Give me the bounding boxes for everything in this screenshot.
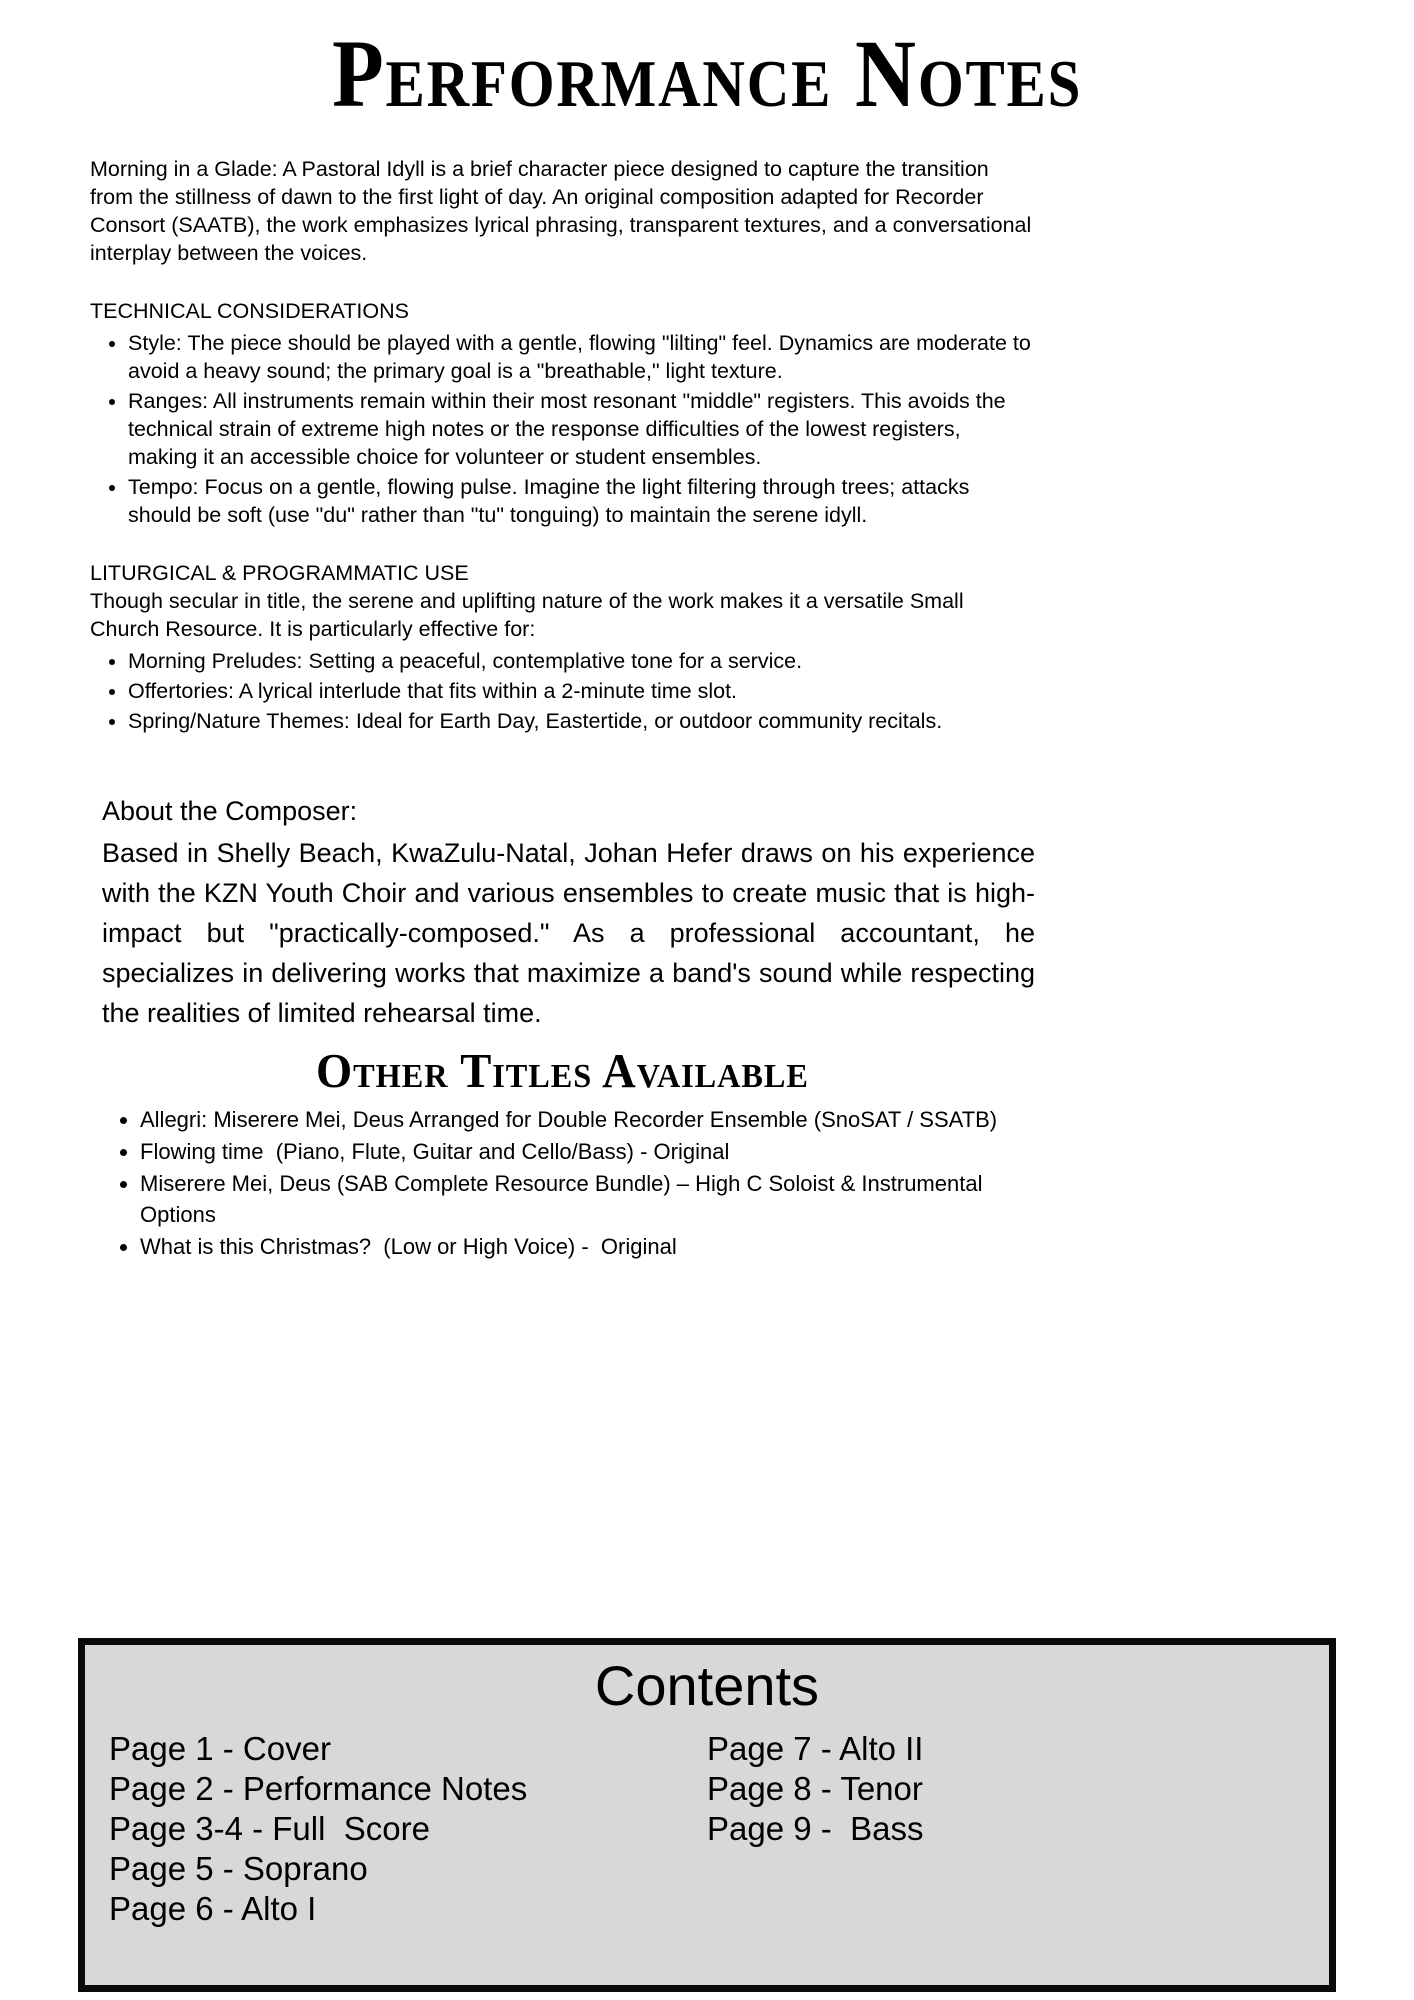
liturgical-list xyxy=(90,647,1035,735)
list-item: • What is this Christmas? (Low or High Voice) - Original xyxy=(140,1231,1040,1262)
list-item: • Miserere Mei, Deus (SAB Complete Resource Bundle) – High C Soloist & Instrumental Options xyxy=(140,1168,1040,1230)
contents-entry: Page 1 - Cover xyxy=(109,1730,331,1767)
contents-box xyxy=(78,1638,1336,1992)
contents-entry: Page 9 - Bass xyxy=(707,1810,924,1847)
contents-columns xyxy=(109,1729,1305,1929)
contents-left-column xyxy=(109,1729,707,1929)
contents-right-column xyxy=(707,1729,1305,1929)
list-item: • Flowing time (Piano, Flute, Guitar and Cello/Bass) - Original xyxy=(140,1136,1040,1167)
contents-entry: Page 7 - Alto II xyxy=(707,1730,924,1767)
list-item: • Ranges: All instruments remain within their most resonant "middle" registers. This avoids the technical strain of extreme high notes or the response difficulties of the lowest registers, making it an accessible choice for volunteer or student ensembles. xyxy=(128,387,1035,471)
contents-entry: Page 8 - Tenor xyxy=(707,1770,923,1807)
liturgical-heading: LITURGICAL & PROGRAMMATIC USE xyxy=(90,560,469,585)
list-item: • Offertories: A lyrical interlude that fits within a 2-minute time slot. xyxy=(128,677,1035,705)
contents-entry: Page 5 - Soprano xyxy=(109,1850,368,1887)
list-item: • Morning Preludes: Setting a peaceful, contemplative tone for a service. xyxy=(128,647,1035,675)
contents-entry: Page 3-4 - Full Score xyxy=(109,1810,430,1847)
contents-entry: Page 6 - Alto I xyxy=(109,1890,317,1927)
list-item: • Spring/Nature Themes: Ideal for Earth Day, Eastertide, or outdoor community recitals. xyxy=(128,707,1035,735)
composer-heading: About the Composer: xyxy=(102,795,358,826)
list-item: • Tempo: Focus on a gentle, flowing pulse. Imagine the light filtering through trees; attacks should be soft (use "du" rather than "tu" tonguing) to maintain the serene idyll. xyxy=(128,473,1035,529)
liturgical-intro: Though secular in title, the serene and uplifting nature of the work makes it a versatile Small Church Resource. It is particularly effective for: xyxy=(90,588,964,641)
composer-section xyxy=(102,791,1035,1033)
other-titles-heading xyxy=(90,1042,1035,1098)
intro-paragraph: Morning in a Glade: A Pastoral Idyll is a brief character piece designed to capture the transition from the stillness of dawn to the first light of day. An original composition adapted for Recorder Consort (SAATB), the work emphasizes lyrical phrasing, transparent textures, and a conversational interplay between the voices. xyxy=(90,156,1032,265)
list-item: • Allegri: Miserere Mei, Deus Arranged for Double Recorder Ensemble (SnoSAT / SSATB) xyxy=(140,1104,1040,1135)
contents-heading: Contents xyxy=(594,1654,820,1717)
other-titles-list xyxy=(90,1104,1040,1262)
composer-paragraph: Based in Shelly Beach, KwaZulu-Natal, Johan Hefer draws on his experience with the KZN Youth Choir and various ensembles to create music that is high-impact but "practically-composed." As a professional accountant, he specializes in delivering works that maximize a band's sound while respecting the realities of limited rehearsal time. xyxy=(102,837,1035,1028)
technical-heading: TECHNICAL CONSIDERATIONS xyxy=(90,298,409,323)
other-titles-heading-text: Other Titles Available xyxy=(316,1042,809,1098)
main-content xyxy=(90,155,1035,1262)
page-title-text: Performance Notes xyxy=(331,20,1083,127)
technical-list xyxy=(90,329,1035,529)
page-title xyxy=(0,20,1414,127)
list-item: • Style: The piece should be played with a gentle, flowing "lilting" feel. Dynamics are moderate to avoid a heavy sound; the primary goal is a "breathable," light texture. xyxy=(128,329,1035,385)
contents-entry: Page 2 - Performance Notes xyxy=(109,1770,528,1807)
